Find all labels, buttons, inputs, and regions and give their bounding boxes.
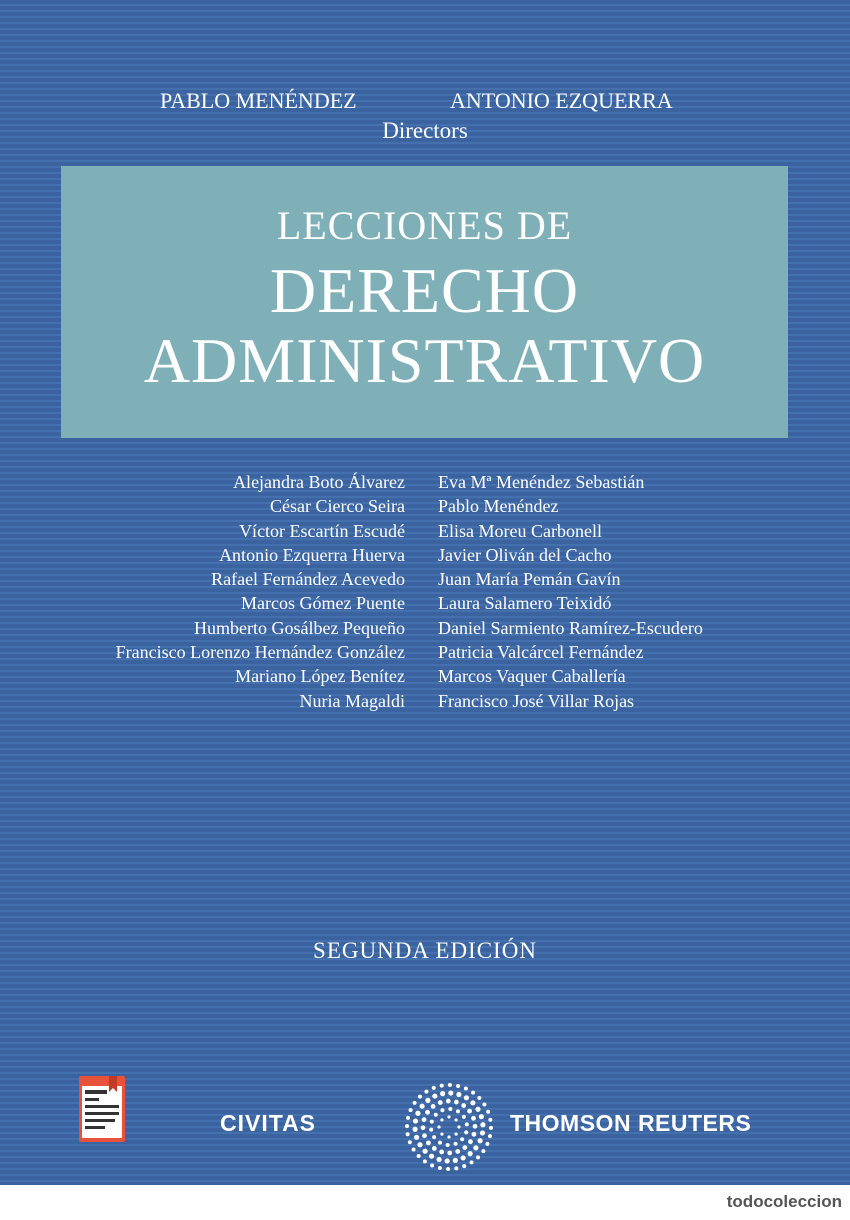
author-name: Humberto Gosálbez Pequeño — [194, 617, 405, 638]
author-name: Antonio Ezquerra Huerva — [219, 544, 405, 565]
director-name: ANTONIO EZQUERRA — [450, 88, 673, 113]
author-name: Víctor Escartín Escudé — [239, 520, 405, 541]
author-name: Patricia Valcárcel Fernández — [438, 642, 644, 663]
author-name: Laura Salamero Teixidó — [438, 593, 612, 614]
author-name: Marcos Vaquer Caballería — [438, 666, 626, 687]
thomson-reuters-logo-text: THOMSON REUTERS — [510, 1110, 752, 1136]
director-name: PABLO MENÉNDEZ — [160, 88, 357, 113]
author-name: Pablo Menéndez — [438, 496, 559, 517]
watermark-text: todocoleccion — [726, 1192, 842, 1211]
civitas-logo-text: CIVITAS — [220, 1110, 317, 1136]
thomson-reuters-dots-logo — [403, 1081, 495, 1173]
edition-label: SEGUNDA EDICIÓN — [313, 938, 537, 963]
author-name: Daniel Sarmiento Ramírez-Escudero — [438, 617, 703, 638]
title-line-3: ADMINISTRATIVO — [143, 325, 706, 396]
author-name: Javier Oliván del Cacho — [438, 544, 612, 565]
ebook-proview-icon — [79, 1076, 125, 1142]
author-name: Francisco Lorenzo Hernández González — [115, 642, 405, 663]
author-name: Alejandra Boto Álvarez — [233, 472, 405, 492]
title-line-1: LECCIONES DE — [276, 203, 573, 248]
author-name: César Cierco Seira — [270, 496, 405, 517]
title-line-2: DERECHO — [269, 255, 580, 326]
author-name: Juan María Pemán Gavín — [438, 569, 621, 590]
authors-right-column — [438, 470, 703, 713]
title-box — [61, 166, 788, 438]
authors-left-column — [116, 470, 405, 713]
author-name: Eva Mª Menéndez Sebastián — [438, 472, 645, 492]
author-name: Nuria Magaldi — [299, 690, 405, 711]
author-name: Marcos Gómez Puente — [241, 593, 405, 614]
author-name: Mariano López Benítez — [235, 666, 405, 687]
author-name: Rafael Fernández Acevedo — [211, 569, 405, 590]
author-name: Elisa Moreu Carbonell — [438, 520, 602, 541]
author-name: Francisco José Villar Rojas — [438, 690, 635, 711]
directors-label: Directors — [382, 118, 468, 143]
